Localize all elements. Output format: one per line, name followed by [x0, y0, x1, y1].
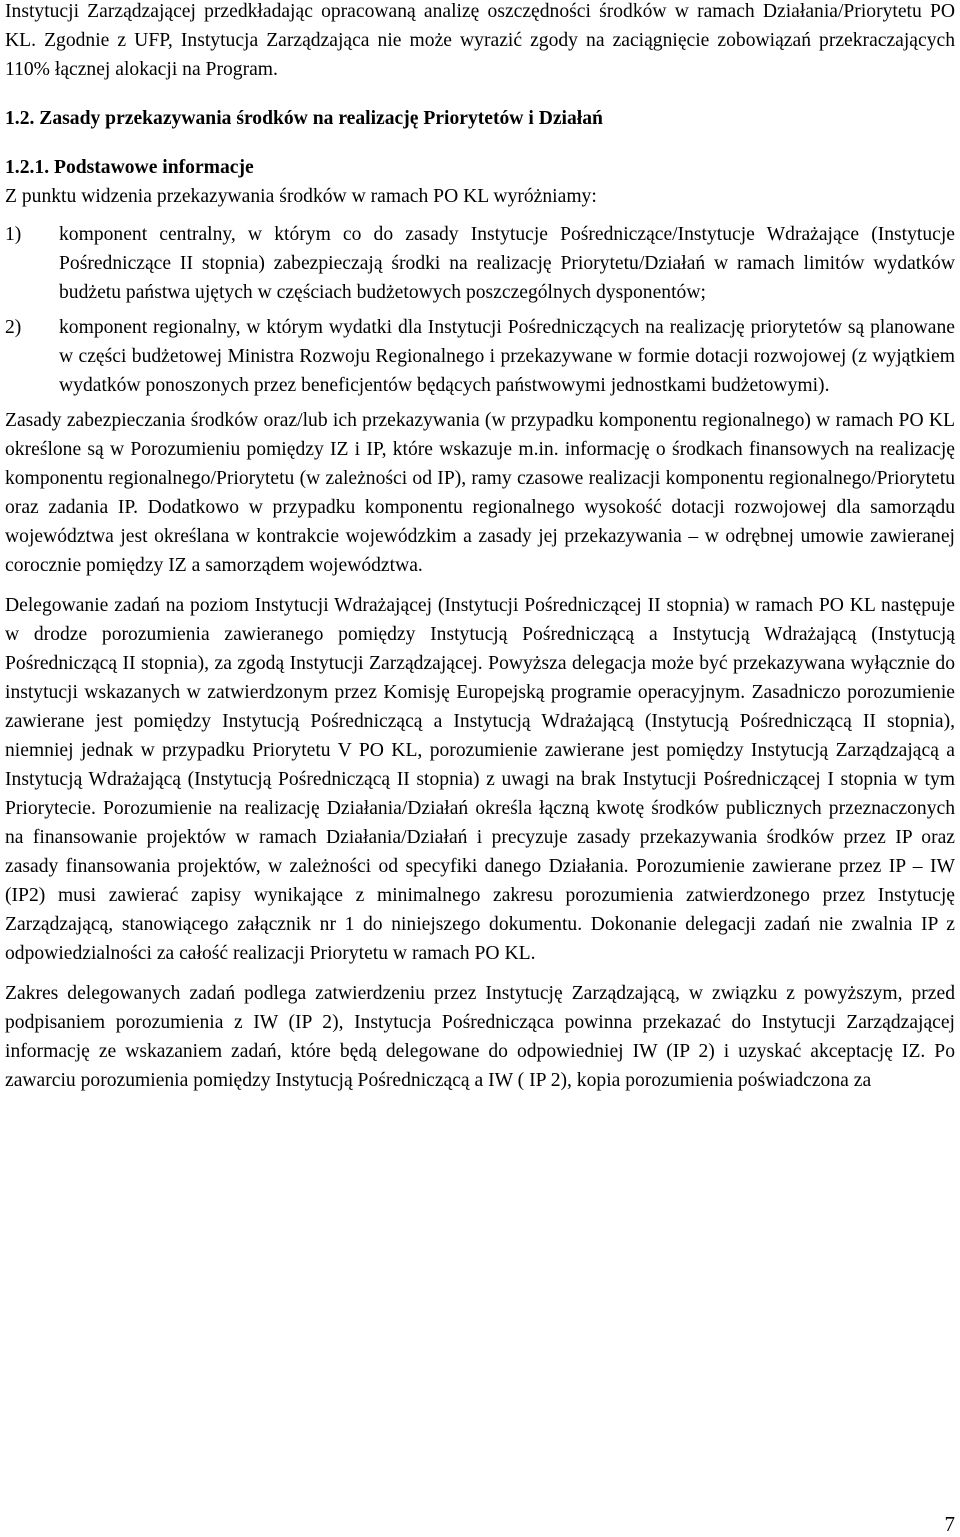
- list-item: [5, 313, 955, 400]
- subsection-heading: 1.2.1. Podstawowe informacje: [5, 157, 254, 178]
- lead-paragraph: Z punktu widzenia przekazywania środków w ramach PO KL wyróżniamy:: [5, 186, 597, 207]
- list-item-number: 1): [5, 224, 22, 245]
- page-number: 7: [944, 1512, 955, 1536]
- list-item-text: komponent centralny, w którym co do zasady Instytucje Pośredniczące/Instytucje Wdrażające (Instytucje Pośredniczące II stopnia) zabezpieczają środki na realizację Priorytetu/Działań w ramach limitów wydatków budżetu państwa ujętych w częściach budżetowych poszczególnych dysponentów;: [59, 224, 955, 303]
- body-paragraph: Zasady zabezpieczania środków oraz/lub ich przekazywania (w przypadku komponentu regionalnego) w ramach PO KL określone są w Porozumieniu pomiędzy IZ i IP, które wskazuje m.in. informację o środkach finansowych na realizację komponentu regionalnego/Priorytetu (w zależności od IP), ramy czasowe realizacji komponentu regionalnego/Priorytetu oraz zadania IP. Dodatkowo w przypadku komponentu regionalnego wysokość dotacji rozwojowej dla samorządu województwa jest określana w kontrakcie wojewódzkim a zasady jej przekazywania – w odrębnej umowie zawieranej corocznie pomiędzy IZ a samorządem województwa.: [5, 410, 955, 576]
- list-item: [5, 220, 955, 307]
- body-paragraph: Delegowanie zadań na poziom Instytucji Wdrażającej (Instytucji Pośredniczącej II stopnia) w ramach PO KL następuje w drodze porozumienia zawieranego pomiędzy Instytucją Pośredniczącą a Instytucją Wdrażającą (Instytucją Pośredniczącą II stopnia), za zgodą Instytucji Zarządzającej. Powyższa delegacja może być przekazywana wyłącznie do instytucji wskazanych w zatwierdzonym przez Komisję Europejską programie operacyjnym. Zasadniczo porozumienie zawierane jest pomiędzy Instytucją Pośredniczącą a Instytucją Wdrażającą (Instytucją Pośredniczącą II stopnia), niemniej jednak w przypadku Priorytetu V PO KL, porozumienie zawierane jest pomiędzy Instytucją Zarządzającą a Instytucją Wdrażającą (Instytucją Pośredniczącą II stopnia) z uwagi na brak Instytucji Pośredniczącej I stopnia w tym Priorytecie. Porozumienie na realizację Działania/Działań określa łączną kwotę środków publicznych przeznaczonych na finansowanie projektów w ramach Działania/Działań i precyzuje zasady przekazywania środków przez IP oraz zasady finansowania projektów, w zależności od specyfiki danego Działania. Porozumienie zawierane przez IP – IW (IP2) musi zawierać zapisy wynikające z minimalnego zakresu porozumienia zatwierdzonego przez Instytucję Zarządzającą, stanowiącego załącznik nr 1 do niniejszego dokumentu. Dokonanie delegacji zadań nie zwalnia IP z odpowiedzialności za całość realizacji Priorytetu w ramach PO KL.: [5, 595, 955, 964]
- intro-paragraph: Instytucji Zarządzającej przedkładając opracowaną analizę oszczędności środków w ramach Działania/Priorytetu PO KL. Zgodnie z UFP, Instytucja Zarządzająca nie może wyrazić zgody na zaciągnięcie zobowiązań przekraczających 110% łącznej alokacji na Program.: [5, 1, 955, 80]
- document-page: [5, 0, 955, 1095]
- section-heading: 1.2. Zasady przekazywania środków na realizację Priorytetów i Działań: [5, 108, 603, 129]
- numbered-list: [5, 220, 955, 400]
- list-item-text: komponent regionalny, w którym wydatki dla Instytucji Pośredniczących na realizację priorytetów są planowane w części budżetowej Ministra Rozwoju Regionalnego i przekazywane w formie dotacji rozwojowej (z wyjątkiem wydatków ponoszonych przez beneficjentów będących państwowymi jednostkami budżetowymi).: [59, 317, 955, 396]
- list-item-number: 2): [5, 317, 22, 338]
- body-paragraph: Zakres delegowanych zadań podlega zatwierdzeniu przez Instytucję Zarządzającą, w związku z powyższym, przed podpisaniem porozumienia z IW (IP 2), Instytucja Pośrednicząca powinna przekazać do Instytucji Zarządzającej informację ze wskazaniem zadań, które będą delegowane do odpowiedniej IW (IP 2) i uzyskać akceptację IZ. Po zawarciu porozumienia pomiędzy Instytucją Pośredniczącą a IW ( IP 2), kopia porozumienia poświadczona za: [5, 983, 955, 1091]
